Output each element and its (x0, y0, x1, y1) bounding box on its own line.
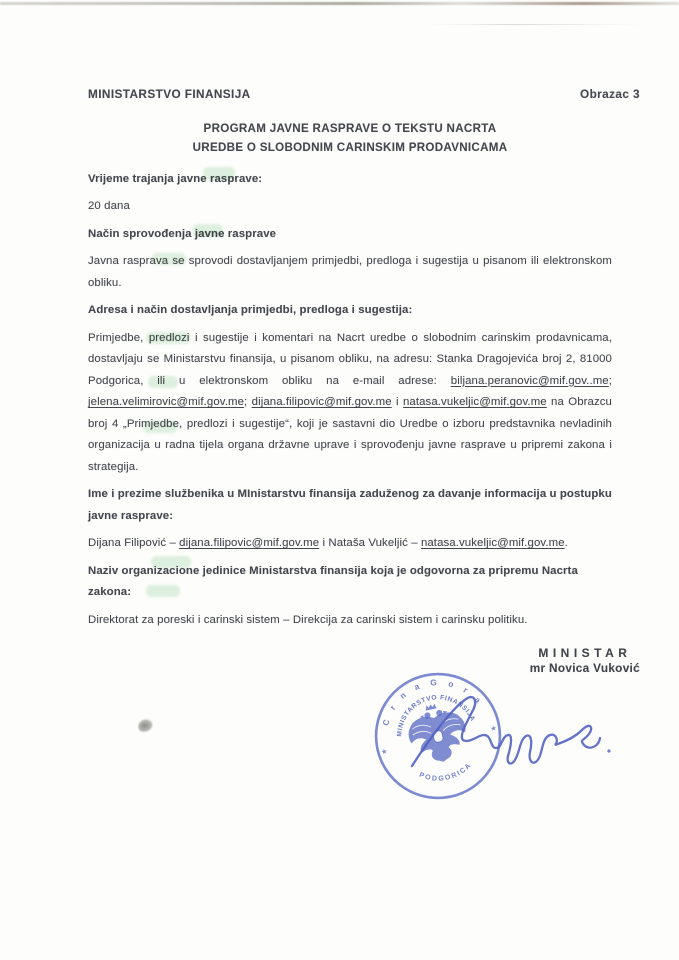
section-heading: Način sprovođenja javne rasprave (88, 227, 277, 240)
document-body (88, 169, 612, 632)
document-title-line1: PROGRAM JAVNE RASPRAVE O TEKSTU NACRTA (203, 121, 497, 135)
stamp-country-text: C r n a G o r a (380, 677, 486, 727)
email-link: natasa.vukeljic@mif.gov.me (420, 537, 565, 549)
minister-title: MINISTAR (538, 646, 632, 660)
scan-speck-artifact (137, 717, 155, 733)
paragraph: Javna rasprava se sprovodi dostavljanjem primjedbi, predloga i sugestija u pisanom ili elektronskom obliku. (88, 255, 612, 289)
paragraph: Primjedbe, predlozi i sugestije i komentari na Nacrt uredbe o slobodnim carinskim prodavnicama, dostavljaju se Ministarstvu finansija, u pisanom obliku, na adresu: Stanka Dragojevića broj 2, 81000 Podgorica, ili u elektronskom obliku na e-mail adrese: biljana.peranovic@mif.gov..me; jelena.velimirovic@mif.gov.me; dijana.filipovic@mif.gov.me i natasa.vukeljic@mif.gov.me na Obrazcu broj 4 „Primjedbe, predlozi i sugestije“, koji je sastavni dio Uredbe o izboru predstavnika nevladinih organizacija u radna tijela organa državne uprave i sprovođenju javne rasprave u pripremi zakona i strategija. (88, 331, 612, 473)
paragraph: Direktorat za poreski i carinski sistem – Direkcija za carinski sistem i carinsku politiku. (88, 613, 528, 626)
paragraph: 20 dana (88, 200, 130, 212)
document-header (88, 84, 640, 106)
email-link: dijana.filipovic@mif.gov.me (179, 537, 320, 549)
email-link: jelena.velimirovic@mif.gov.me (88, 396, 245, 408)
email-link: biljana.peranovic@mif.gov..me (450, 374, 609, 387)
handwritten-signature (398, 678, 618, 778)
paragraph: Dijana Filipović – dijana.filipovic@mif.gov.me i Nataša Vukeljić – natasa.vukeljic@mif.gov.me. (88, 537, 568, 549)
stamp-city-text: PODGORICA (417, 760, 474, 783)
form-number: Obrazac 3 (580, 87, 640, 101)
section-heading: Naziv organizacione jedinice Ministarstva finansija koja je odgovorna za pripremu Nacrta zakona: (88, 564, 578, 598)
stamp-star-right: ★ (490, 724, 497, 733)
document-title (88, 119, 612, 157)
section-heading: Adresa i način dostavljanja primjedbi, predloga i sugestija: (88, 304, 413, 316)
stamp-ministry-text: MINISTARSTVO FINANSIJA (396, 694, 477, 737)
minister-name: mr Novica Vuković (529, 661, 640, 675)
email-link: dijana.filipovic@mif.gov.me (251, 396, 392, 408)
email-link: natasa.vukeljic@mif.gov.me (402, 396, 547, 408)
document-title-line2: UREDBE O SLOBODNIM CARINSKIM PRODAVNICAMA (192, 140, 508, 154)
ministry-name: MINISTARSTVO FINANSIJA (88, 87, 251, 101)
section-heading: Ime i prezime službenika u MInistarstvu finansija zaduženog za davanje informacija u postupku javne rasprave: (88, 488, 612, 522)
section-heading: Vrijeme trajanja javne rasprave: (88, 172, 263, 185)
stamp-star-left: ★ (380, 748, 388, 757)
signature-block (530, 646, 640, 675)
document-content (88, 0, 640, 637)
